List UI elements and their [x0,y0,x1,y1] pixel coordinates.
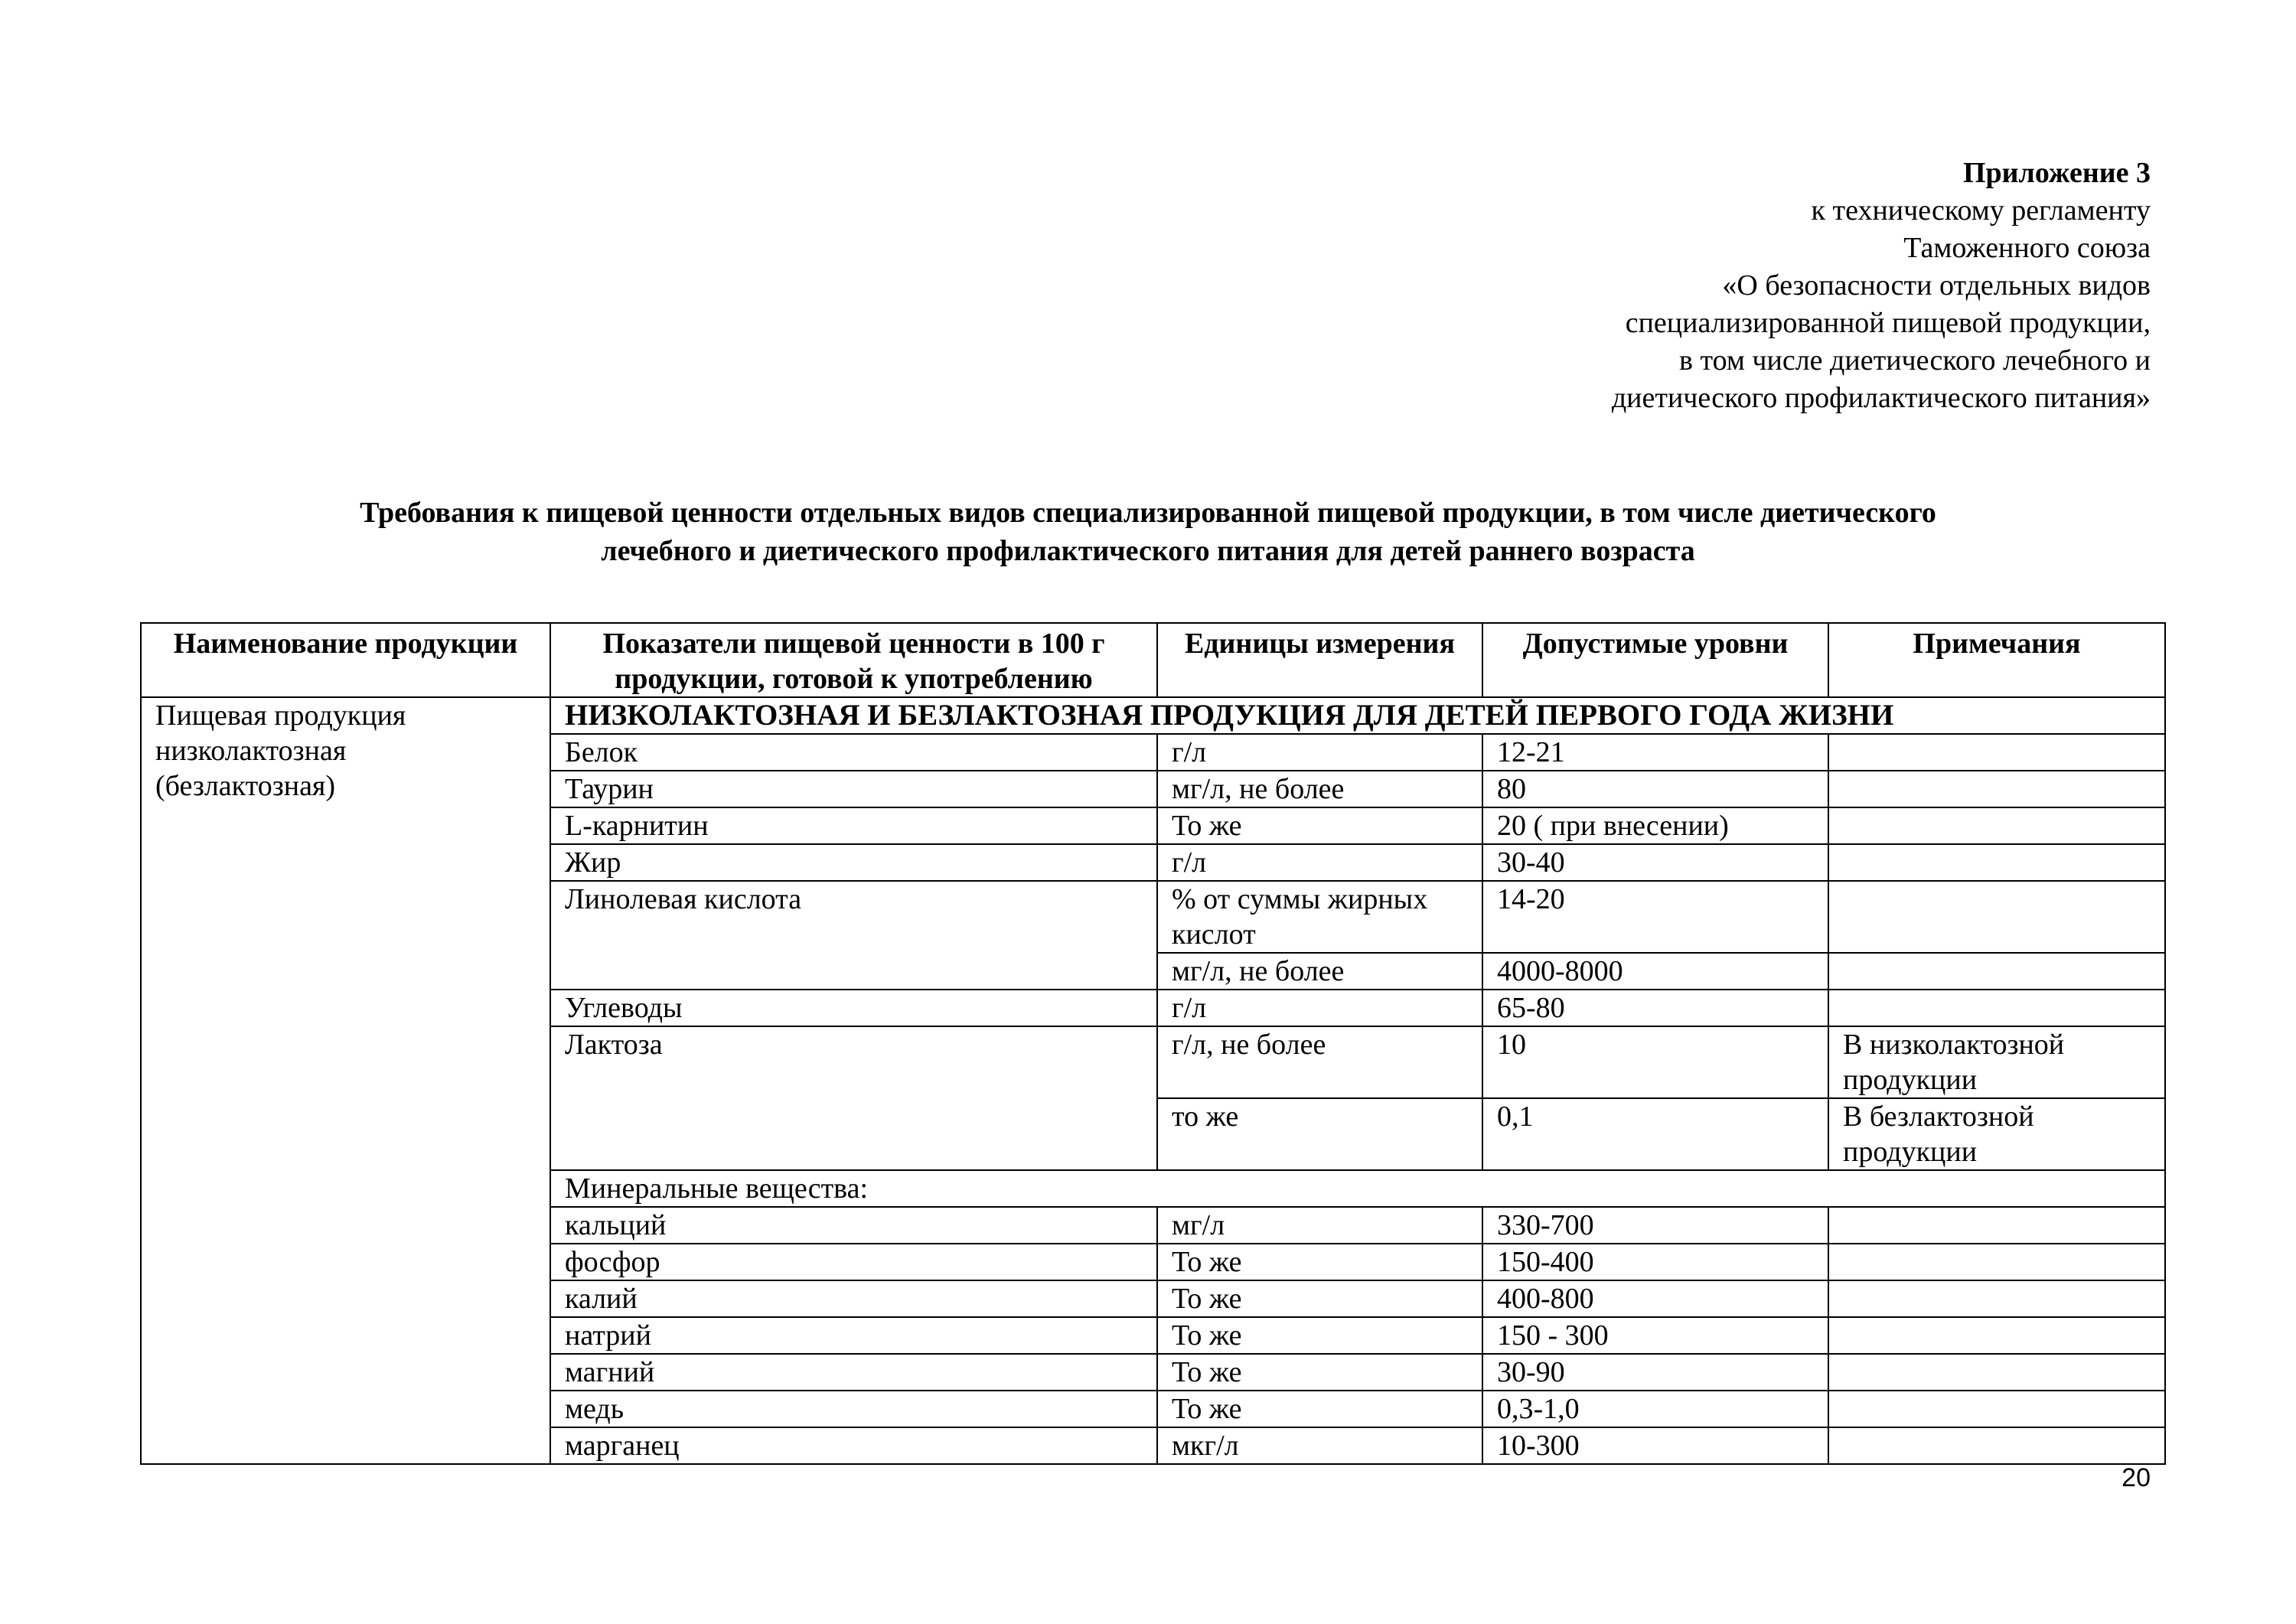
note-cell [1828,881,2165,953]
indicator-cell: марганец [550,1427,1157,1464]
indicator-cell: натрий [550,1317,1157,1354]
unit-cell: г/л, не более [1157,1026,1482,1098]
unit-cell: То же [1157,1317,1482,1354]
note-cell [1828,1354,2165,1391]
header-notes: Примечания [1828,623,2165,697]
document-title [138,494,2158,570]
product-name-line: Пищевая продукция [155,699,406,732]
level-cell: 0,1 [1482,1098,1828,1170]
unit-cell: г/л [1157,734,1482,771]
indicator-cell: Таурин [550,771,1157,807]
indicator-cell: фосфор [550,1244,1157,1280]
indicator-cell: Линолевая кислота [550,881,1157,990]
level-cell: 30-40 [1482,844,1828,881]
appendix-line: в том числе диетического лечебного и [1679,344,2151,377]
unit-cell: % от суммы жирных кислот [1157,881,1482,953]
level-cell: 0,3-1,0 [1482,1391,1828,1427]
level-cell: 150-400 [1482,1244,1828,1280]
product-name-cell [141,697,550,1464]
product-name-line: низколактозная [155,735,347,767]
indicator-cell: L-карнитин [550,807,1157,844]
appendix-line: к техническому регламенту [1811,194,2151,227]
appendix-line: Таможенного союза [1903,232,2151,264]
level-cell: 150 - 300 [1482,1317,1828,1354]
note-cell [1828,990,2165,1026]
unit-cell: мкг/л [1157,1427,1482,1464]
note-cell [1828,1427,2165,1464]
note-cell [1828,807,2165,844]
page-number: 20 [2122,1463,2151,1492]
level-cell: 20 ( при внесении) [1482,807,1828,844]
level-cell: 10 [1482,1026,1828,1098]
header-product-name: Наименование продукции [141,623,550,697]
indicator-cell: калий [550,1280,1157,1317]
appendix-line: «О безопасности отдельных видов [1722,269,2151,302]
indicator-cell: Жир [550,844,1157,881]
unit-cell: То же [1157,1244,1482,1280]
section-title: НИЗКОЛАКТОЗНАЯ И БЕЗЛАКТОЗНАЯ ПРОДУКЦИЯ ДЛЯ ДЕТЕЙ ПЕРВОГО ГОДА ЖИЗНИ [550,697,2165,734]
level-cell: 400-800 [1482,1280,1828,1317]
unit-cell: г/л [1157,990,1482,1026]
unit-cell: г/л [1157,844,1482,881]
note-cell [1828,1244,2165,1280]
unit-cell: То же [1157,1354,1482,1391]
minerals-header-cell: Минеральные вещества: [550,1170,2165,1207]
unit-cell: мг/л [1157,1207,1482,1244]
nutrition-requirements-table [140,622,2166,1465]
level-cell: 10-300 [1482,1427,1828,1464]
level-cell: 12-21 [1482,734,1828,771]
indicator-cell: Лактоза [550,1026,1157,1170]
appendix-line: специализированной пищевой продукции, [1625,307,2151,339]
level-cell: 80 [1482,771,1828,807]
appendix-header [1612,155,2151,417]
note-cell: В безлактозной продукции [1828,1098,2165,1170]
appendix-line: диетического профилактического питания» [1611,382,2151,414]
note-cell [1828,1207,2165,1244]
note-cell [1828,953,2165,990]
level-cell: 330-700 [1482,1207,1828,1244]
appendix-title: Приложение 3 [1962,157,2151,189]
unit-cell: То же [1157,1391,1482,1427]
note-cell [1828,1317,2165,1354]
level-cell: 30-90 [1482,1354,1828,1391]
indicator-cell: магний [550,1354,1157,1391]
note-cell [1828,734,2165,771]
document-title-line: Требования к пищевой ценности отдельных видов специализированной пищевой продукции, в том числе диетического [360,497,1936,529]
header-levels: Допустимые уровни [1482,623,1828,697]
indicator-cell: кальций [550,1207,1157,1244]
level-cell: 4000-8000 [1482,953,1828,990]
level-cell: 65-80 [1482,990,1828,1026]
indicator-cell: медь [550,1391,1157,1427]
header-units: Единицы измерения [1157,623,1482,697]
note-cell [1828,1391,2165,1427]
product-name-line: (безлактозная) [155,770,336,802]
unit-cell: мг/л, не более [1157,771,1482,807]
unit-cell: то же [1157,1098,1482,1170]
unit-cell: То же [1157,807,1482,844]
note-cell [1828,1280,2165,1317]
unit-cell: мг/л, не более [1157,953,1482,990]
level-cell: 14-20 [1482,881,1828,953]
header-indicators: Показатели пищевой ценности в 100 г продукции, готовой к употреблению [550,623,1157,697]
indicator-cell: Углеводы [550,990,1157,1026]
note-cell: В низколактозной продукции [1828,1026,2165,1098]
document-title-line: лечебного и диетического профилактического питания для детей раннего возраста [601,535,1695,567]
indicator-cell: Белок [550,734,1157,771]
section-row [141,697,2165,734]
unit-cell: То же [1157,1280,1482,1317]
note-cell [1828,771,2165,807]
note-cell [1828,844,2165,881]
table-header-row [141,623,2165,697]
